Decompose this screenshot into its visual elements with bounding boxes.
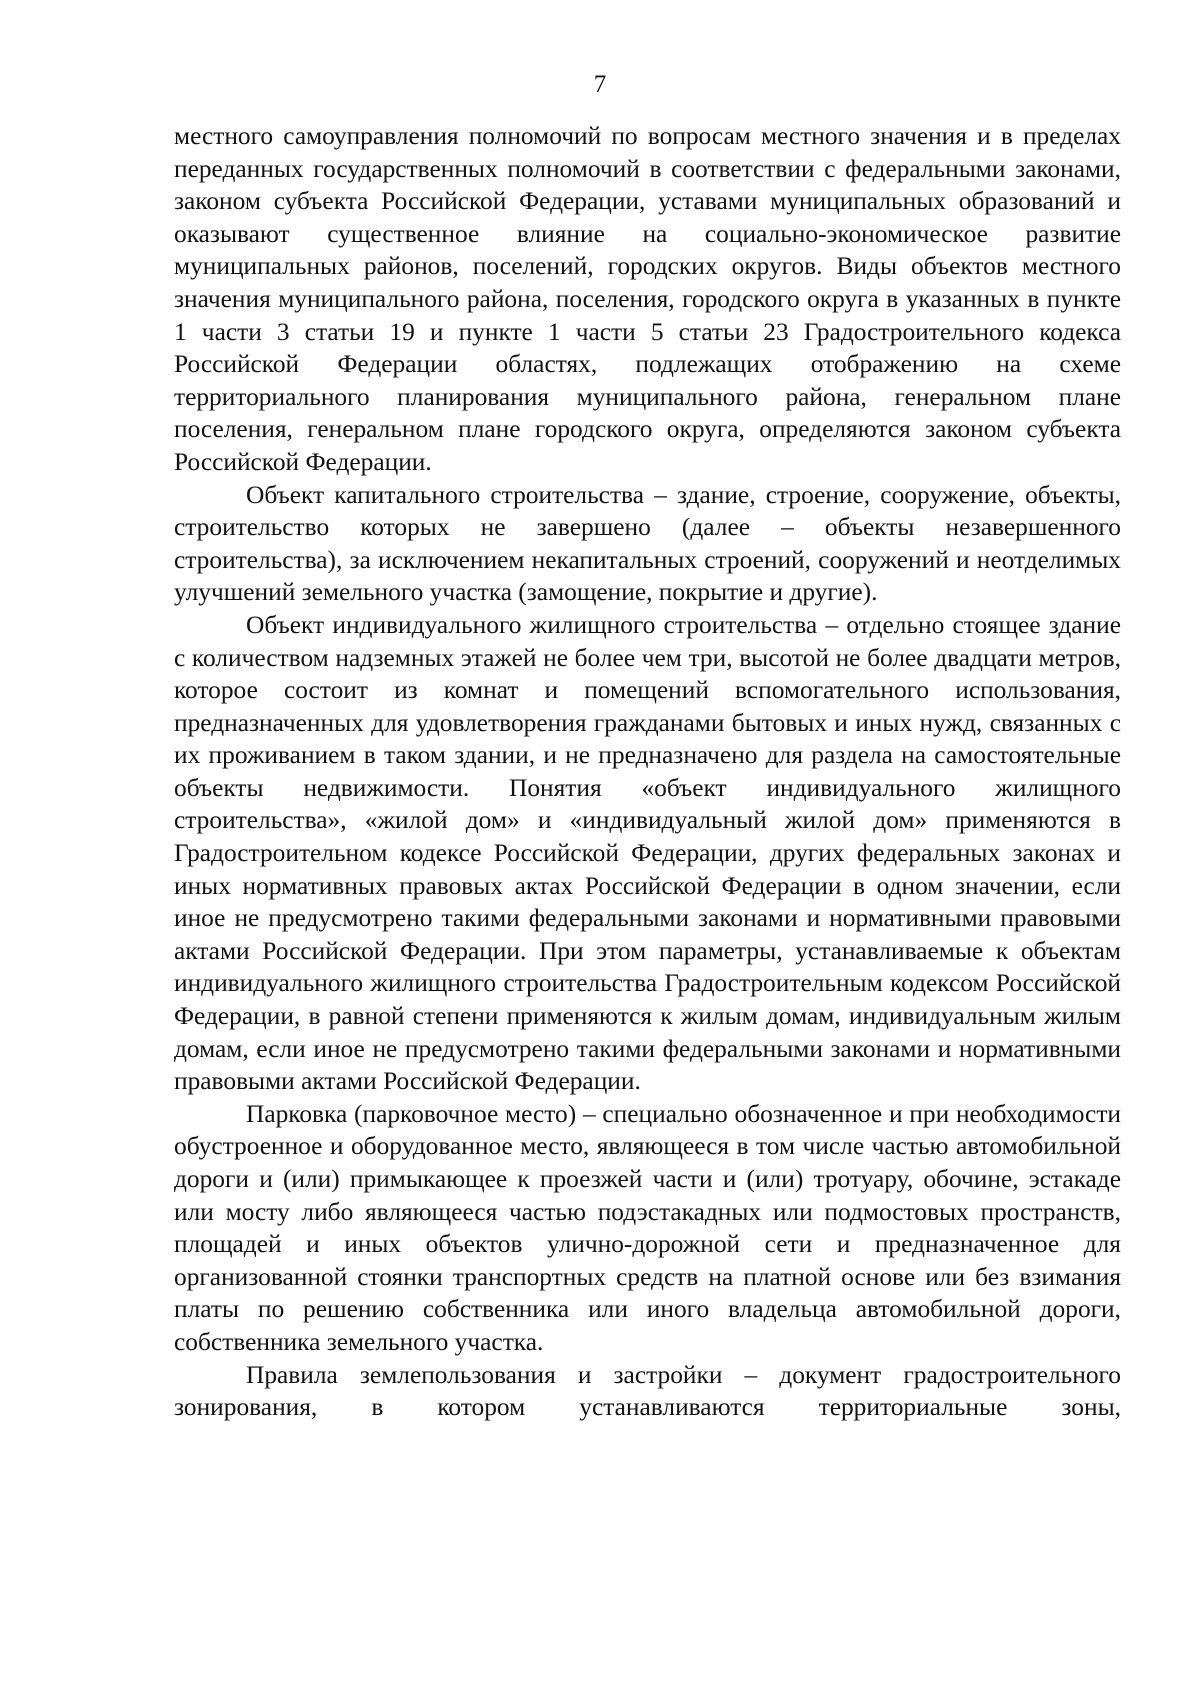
page-number: 7	[593, 71, 607, 98]
paragraph-parking: Парковка (парковочное место) – специально обозначенное и при необходимости обустроенное и оборудованное место, являющееся в том числе частью автомобильной дороги и (или) примыкающее к проезжей части и (или) тротуару, обочине, эстакаде или мосту либо являющееся частью подэстакадных или подмостовых пространств, площадей и иных объектов улично-дорожной сети и предназначенное для организованной стоянки транспортных средств на платной основе или без взимания платы по решению собственника или иного владельца автомобильной дороги, собственника земельного участка.	[174, 1099, 1121, 1356]
paragraph-capital-construction-object: Объект капитального строительства – здание, строение, сооружение, объекты, строительство которых не завершено (далее – объекты незавершенного строительства), за исключением некапитальных строений, сооружений и неотделимых улучшений земельного участка (замощение, покрытие и другие).	[174, 480, 1121, 607]
paragraph-land-use-rules: Правила землепользования и застройки – документ градостроительного зонирования, в котором устанавливаются территориальные зоны,	[174, 1360, 1121, 1422]
paragraph-continuation: местного самоуправления полномочий по вопросам местного значения и в пределах переданных государственных полномочий в соответствии с федеральными законами, законом субъекта Российской Федерации, уставами муниципальных образований и оказывают существенное влияние на социально-экономическое развитие муниципальных районов, поселений, городских округов. Виды объектов местного значения муниципального района, поселения, городского округа в указанных в пункте 1 части 3 статьи 19 и пункте 1 части 5 статьи 23 Градостроительного кодекса Российской Федерации областях, подлежащих отображению на схеме территориального планирования муниципального района, генеральном плане поселения, генеральном плане городского округа, определяются законом субъекта Российской Федерации.	[174, 122, 1121, 476]
document-body	[174, 120, 1121, 1424]
paragraph-individual-housing-object: Объект индивидуального жилищного строительства – отдельно стоящее здание с количеством надземных этажей не более чем три, высотой не более двадцати метров, которое состоит из комнат и помещений вспомогательного использования, предназначенных для удовлетворения гражданами бытовых и иных нужд, связанных с их проживанием в таком здании, и не предназначено для раздела на самостоятельные объекты недвижимости. Понятия «объект индивидуального жилищного строительства», «жилой дом» и «индивидуальный жилой дом» применяются в Градостроительном кодексе Российской Федерации, других федеральных законах и иных нормативных правовых актах Российской Федерации в одном значении, если иное не предусмотрено такими федеральными законами и нормативными правовыми актами Российской Федерации. При этом параметры, устанавливаемые к объектам индивидуального жилищного строительства Градостроительным кодексом Российской Федерации, в равной степени применяются к жилым домам, индивидуальным жилым домам, если иное не предусмотрено такими федеральными законами и нормативными правовыми актами Российской Федерации.	[174, 610, 1121, 1096]
